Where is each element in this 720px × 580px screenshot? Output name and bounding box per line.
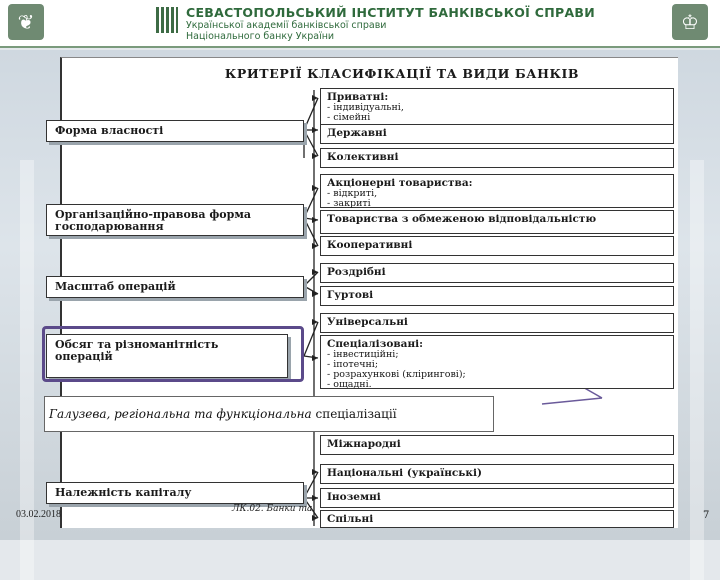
criterion-range: Обсяг та різноманітність операцій [46, 334, 288, 378]
type-retail: Роздрібні [320, 263, 674, 283]
type-private [320, 88, 674, 126]
bank-mark-icon [156, 7, 178, 33]
type-joint-stock-item: - закриті [327, 198, 371, 209]
institute-title: СЕВАСТОПОЛЬСЬКИЙ ІНСТИТУТ БАНКІВСЬКОЇ СПРАВИ [186, 5, 596, 20]
type-national: Національні (українські) [320, 464, 674, 484]
type-universal: Універсальні [320, 313, 674, 333]
callout-italic-text: Галузева, регіональна та функціональна [49, 407, 312, 421]
type-wholesale: Гуртові [320, 286, 674, 306]
institute-subtitle: Національного банку України [186, 31, 335, 42]
highlight-frame [42, 326, 304, 382]
criterion-scale: Масштаб операцій [46, 276, 304, 298]
type-llc: Товариства з обмеженою відповідальністю [320, 210, 674, 234]
type-international: Міжнародні [320, 435, 674, 455]
type-foreign: Іноземні [320, 488, 674, 508]
footer-lecture-text: ЛК.02. Банки та [232, 504, 313, 514]
national-bank-emblem-icon: ♔ [672, 4, 708, 40]
type-private-title: Приватні: [327, 91, 389, 103]
type-joint-stock [320, 174, 674, 208]
type-collective: Колективні [320, 148, 674, 168]
type-specialized-item: - розрахункові (клірингові); [327, 369, 466, 380]
type-joint: Спільні [320, 510, 674, 528]
institute-header [0, 0, 720, 48]
diagram-title: КРИТЕРІЇ КЛАСИФІКАЦІЇ ТА ВИДИ БАНКІВ [224, 66, 580, 81]
institute-subtitle: Української академії банківської справи [186, 20, 387, 31]
criterion-legal-form: Організаційно-правова форма господарювання [46, 204, 304, 236]
page-number: 7 [703, 510, 710, 521]
classification-diagram [55, 57, 678, 528]
background-column [690, 160, 704, 580]
slide-date: 03.02.2018 [16, 509, 61, 520]
type-state: Державні [320, 124, 674, 144]
type-joint-stock-title: Акціонерні товариства: [327, 177, 473, 189]
criterion-ownership: Форма власності [46, 120, 304, 142]
type-private-item: - індивідуальні, [327, 102, 404, 113]
type-specialized-title: Спеціалізовані: [327, 338, 424, 350]
callout-plain-text: спеціалізації [315, 407, 397, 421]
type-private-item: - сімейні [327, 112, 371, 123]
criterion-capital: Належність капіталу [46, 482, 304, 504]
type-specialized-item: - ощадні. [327, 379, 372, 390]
type-cooperative: Кооперативні [320, 236, 674, 256]
institute-emblem-icon: ❦ [8, 4, 44, 40]
type-specialized [320, 335, 674, 389]
type-specialized-item: - іпотечні; [327, 359, 379, 370]
specialization-callout [44, 396, 494, 432]
type-specialized-item: - інвестиційні; [327, 349, 399, 360]
type-joint-stock-item: - відкриті, [327, 188, 378, 199]
